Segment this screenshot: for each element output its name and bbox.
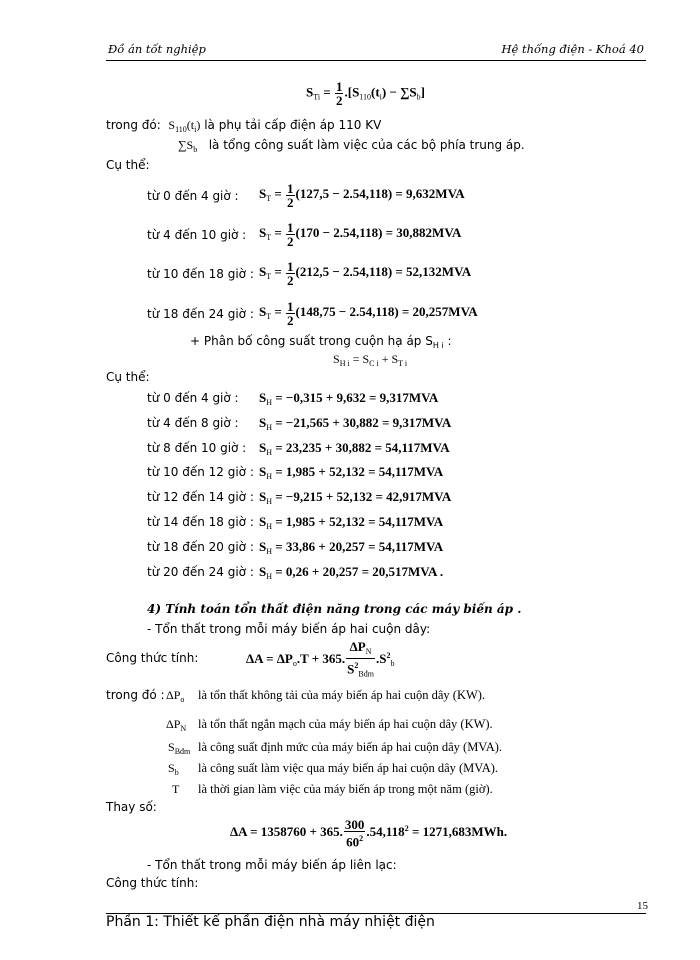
st-row-formula: $S_T$ = $\frac{1}{2}$ (127,5 − 2.54,118) = 9,632MVA (259, 181, 465, 210)
formula-delta-a: $\Delta A = \Delta P_o.T + 365$. $\frac{\Delta P_N}{S^2_{Bđm}}$ $.S^2_b$ (246, 639, 395, 679)
sh-row (147, 514, 443, 531)
header-rule (106, 60, 646, 61)
footer-text: Phần 1: Thiết kế phần điện nhà máy nhiệt điện (106, 914, 435, 930)
section-4-sub2: - Tổn thất trong mỗi máy biến áp liên lạc: (147, 858, 397, 872)
cu-the-1: Cụ thể: (106, 158, 150, 172)
header-right: Hệ thống điện - Khoá 40 (501, 42, 644, 56)
cu-the-2: Cụ thể: (106, 370, 150, 384)
sh-row-label: từ 20 đến 24 giờ : (147, 564, 254, 579)
sh-row (147, 489, 451, 506)
sh-row-label: từ 4 đến 8 giờ : (147, 415, 239, 430)
st-row-formula: $S_T$ = $\frac{1}{2}$ (170 − 2.54,118) = 30,882MVA (259, 220, 462, 249)
def-text: là tổn thất không tải của máy biến áp hai cuộn dây (KW). (198, 688, 486, 702)
st-row-label: từ 18 đến 24 giờ : (147, 306, 254, 321)
sh-row-label: từ 8 đến 10 giờ : (147, 440, 247, 455)
sh-row-formula: $S_H = 0,26 + 20,257 = 20,517MVA$ . (259, 563, 444, 581)
sh-row-formula: $S_H = 23,235 + 30,882 = 54,117MVA$ (259, 439, 450, 457)
cong-thuc-2-label: Công thức tính: (106, 876, 199, 890)
page-number: 15 (637, 900, 648, 912)
sh-row-label: từ 12 đến 14 giờ : (147, 490, 254, 505)
st-row-formula: $S_T$ = $\frac{1}{2}$ (148,75 − 2.54,118) = 20,257MVA (259, 299, 478, 328)
sh-row-formula: $S_H = 1,985 + 52,132 = 54,117MVA$ (259, 514, 444, 531)
sh-row-label: từ 0 đến 4 giờ : (147, 391, 239, 405)
st-row (147, 182, 465, 209)
cong-thuc-1-label: Công thức tính: (106, 651, 199, 665)
def-symbol: $S_b$ (168, 761, 179, 777)
sh-row-formula: $S_H = -21,565 + 30,882 = 9,317MVA$ (259, 414, 452, 432)
formula-thay-so: ΔA = 1358760 + 365. $\frac{300}{60^2}$ .54,118$^2$ = 1271,683MWh. (230, 817, 508, 850)
sh-row-label: từ 10 đến 12 giờ : (147, 465, 254, 480)
def-symbol: $\Delta P_N$ (166, 717, 187, 733)
where-sum-sb: $\sum S_b$ là tổng công suất làm việc của các bộ phía trung áp. (178, 138, 525, 154)
def-text: là công suất định mức của máy biến áp hai cuộn dây (MVA). (198, 740, 503, 754)
st-row-label: từ 10 đến 18 giờ : (147, 266, 254, 281)
st-row-label: từ 4 đến 10 giờ : (147, 227, 247, 242)
def-symbol: $\Delta P_o$ (166, 688, 185, 704)
sh-row-label: từ 18 đến 20 giờ : (147, 539, 254, 554)
sh-row (147, 564, 443, 581)
sh-row-formula: $S_H = -9,215 + 52,132 = 42,917MVA$ (259, 489, 452, 507)
def-symbol: T (172, 782, 180, 796)
st-row (147, 300, 478, 327)
sh-row-formula: $S_H = -0,315 + 9,632 = 9,317MVA$ (259, 390, 439, 407)
def-text: là tổn thất ngắn mạch của máy biến áp hai cuộn dây (KW). (198, 717, 493, 731)
def-text: là thời gian làm việc của máy biến áp trong một năm (giờ). (198, 782, 493, 796)
section-4-title: 4) Tính toán tổn thất điện năng trong các máy biến áp . (147, 602, 522, 616)
where-s110: trong đó: $S_{110}(t_i)$ là phụ tải cấp điện áp 110 KV (106, 118, 382, 134)
sh-row (147, 464, 443, 481)
sh-row (147, 390, 438, 407)
sh-row (147, 440, 450, 457)
defs-intro: trong đó : (106, 688, 165, 702)
sh-row (147, 415, 451, 432)
def-text: là công suất làm việc qua máy biến áp hai cuộn dây (MVA). (198, 761, 499, 775)
sh-row-label: từ 14 đến 18 giờ : (147, 515, 254, 529)
section-4-sub1: - Tổn thất trong mỗi máy biến áp hai cuộn dây: (147, 622, 431, 636)
sh-row-formula: $S_H = 33,86 + 20,257 = 54,117MVA$ (259, 538, 444, 556)
header-left: Đồ án tốt nghiệp (108, 42, 206, 56)
sh-row-formula: $S_H = 1,985 + 52,132 = 54,117MVA$ (259, 464, 444, 482)
sh-row (147, 539, 443, 556)
phan-bo-text: + Phân bố công suất trong cuộn hạ áp $S_{H i}$ : (190, 334, 452, 350)
st-row (147, 221, 461, 248)
formula-sti: $S_{Ti}$ = $\frac{1}{2}$ $.[S_{110}(t_i) - \sum S_b]$ (306, 79, 425, 108)
st-row (147, 260, 471, 287)
st-row-label: từ 0 đến 4 giờ : (147, 188, 239, 203)
def-symbol: $S_{Bđm}$ (168, 740, 191, 756)
sh-formula: $S_{H i} = S_{C i} + S_{T i}$ (333, 352, 408, 368)
thay-so-label: Thay số: (106, 800, 157, 814)
st-row-formula: $S_T$ = $\frac{1}{2}$ (212,5 − 2.54,118) = 52,132MVA (259, 259, 472, 288)
